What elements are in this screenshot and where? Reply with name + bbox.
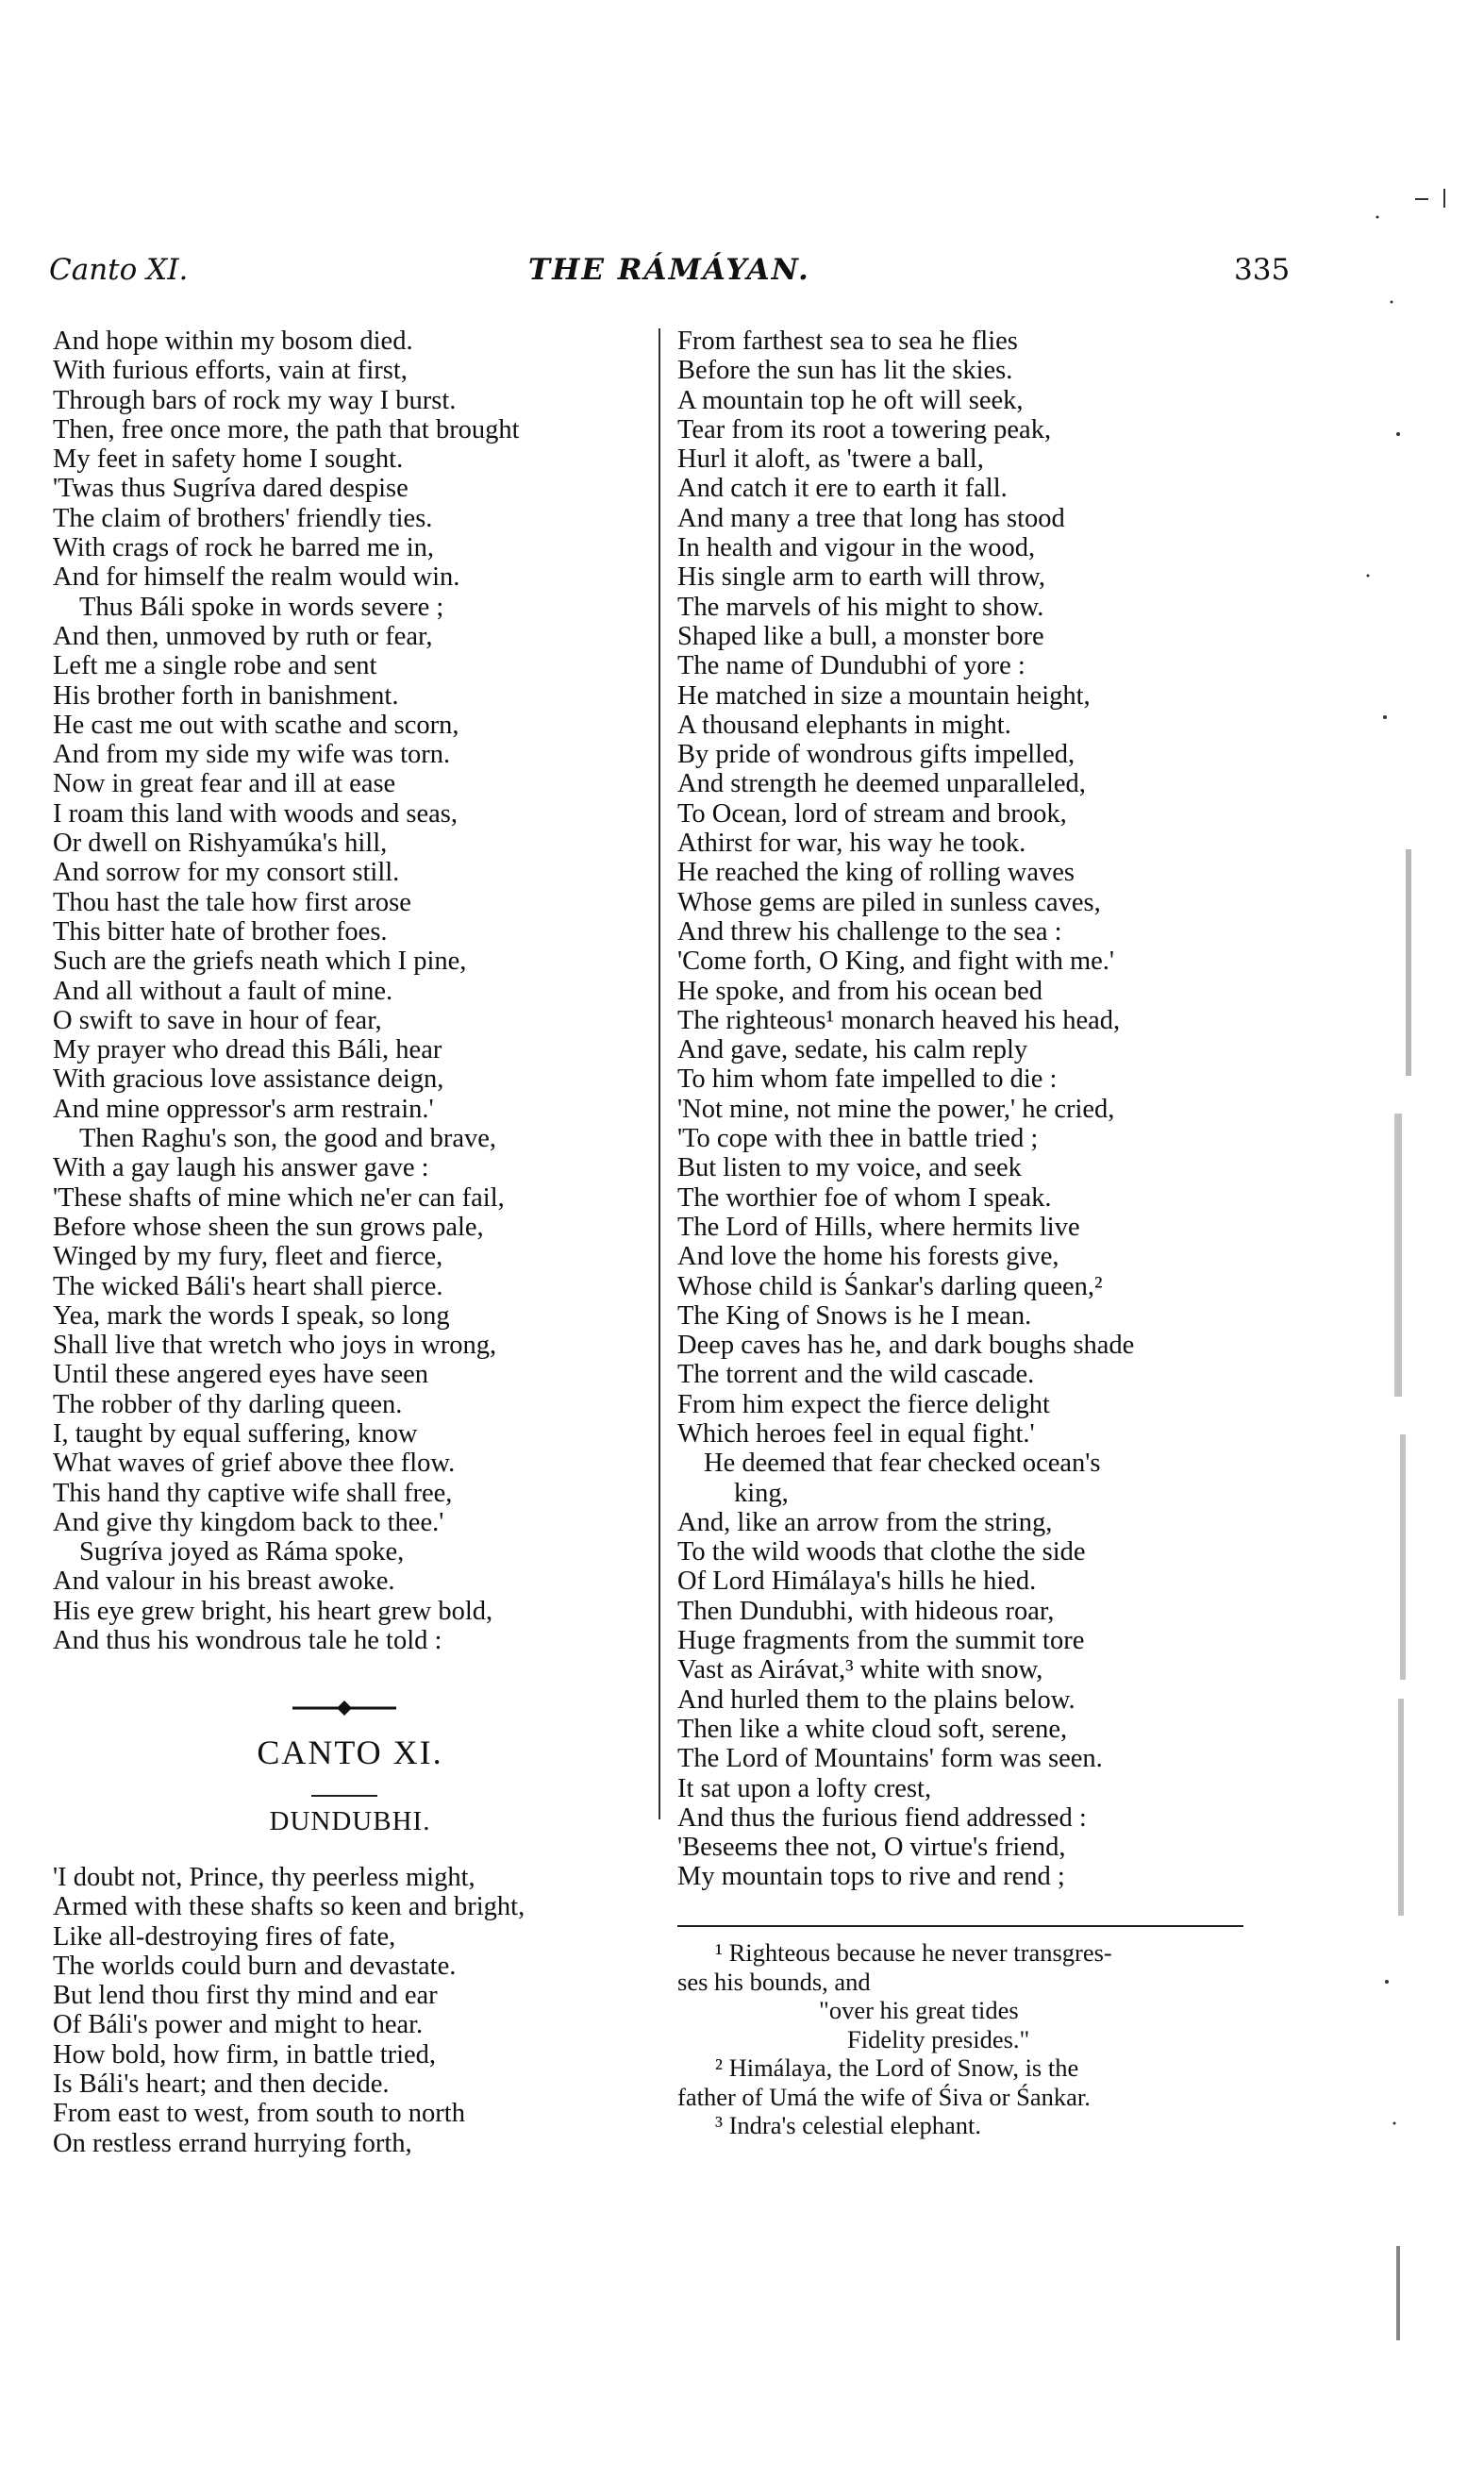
footnotes — [677, 1938, 1281, 2140]
verse-line: Then Dundubhi, with hideous roar, — [677, 1596, 1055, 1626]
section-ornament — [292, 1699, 396, 1718]
verse-line: king, — [734, 1478, 789, 1508]
verse-line: It sat upon a lofty crest, — [677, 1773, 932, 1803]
verse-line: Winged by my fury, fleet and fierce, — [53, 1242, 443, 1272]
verse-line: The righteous¹ monarch heaved his head, — [677, 1005, 1121, 1035]
header-book-title: THE RÁMÁYAN. — [528, 253, 810, 287]
verse-line: And then, unmoved by ruth or fear, — [53, 621, 433, 651]
footnote-line: ³ Indra's celestial elephant. — [715, 2111, 982, 2139]
verse-line: And gave, sedate, his calm reply — [677, 1035, 1028, 1065]
left-column — [53, 327, 647, 1655]
verse-line: I roam this land with woods and seas, — [53, 798, 459, 829]
verse-line: And thus his wondrous tale he told : — [53, 1626, 442, 1656]
verse-line: And mine oppressor's arm restrain.' — [53, 1094, 434, 1124]
verse-line: But listen to my voice, and seek — [677, 1153, 1022, 1183]
verse-line: 'Twas thus Sugríva dared despise — [53, 474, 409, 504]
verse-line: What waves of grief above thee flow. — [53, 1449, 456, 1479]
verse-line: From east to west, from south to north — [53, 2099, 465, 2129]
verse-line: I, taught by equal suffering, know — [53, 1418, 418, 1449]
verse-line: With a gay laugh his answer gave : — [53, 1153, 429, 1183]
verse-line: Or dwell on Rishyamúka's hill, — [53, 829, 388, 859]
verse-line: His brother forth in banishment. — [53, 680, 399, 711]
verse-line: 'I doubt not, Prince, thy peerless might, — [53, 1863, 475, 1892]
verse-line: But lend thou first thy mind and ear — [53, 1981, 438, 2011]
verse-line: Deep caves has he, and dark boughs shade — [677, 1331, 1135, 1361]
page-number: 335 — [1234, 253, 1291, 287]
verse-line: The worthier foe of whom I speak. — [677, 1182, 1052, 1213]
verse-line: O swift to save in hour of fear, — [53, 1005, 382, 1035]
verse-line: And threw his challenge to the sea : — [677, 916, 1062, 947]
verse-line: The Lord of Hills, where hermits live — [677, 1212, 1080, 1242]
verse-line: To Ocean, lord of stream and brook, — [677, 798, 1067, 829]
verse-line: From farthest sea to sea he flies — [677, 327, 1018, 356]
verse-line: 'Come forth, O King, and fight with me.' — [677, 947, 1115, 977]
verse-line: Now in great fear and ill at ease — [53, 769, 396, 799]
verse-line: The worlds could burn and devastate. — [53, 1951, 457, 1981]
verse-line: His eye grew bright, his heart grew bold, — [53, 1596, 493, 1626]
verse-line: And hurled them to the plains below. — [677, 1684, 1075, 1715]
verse-line: And from my side my wife was torn. — [53, 740, 451, 770]
canto-subtitle: DUNDUBHI. — [269, 1806, 431, 1836]
verse-line: He deemed that fear checked ocean's — [704, 1449, 1101, 1479]
verse-line: By pride of wondrous gifts impelled, — [677, 740, 1075, 770]
header-canto-label: Canto XI. — [49, 253, 189, 287]
verse-line: To the wild woods that clothe the side — [677, 1537, 1086, 1567]
footnote-line: ses his bounds, and — [677, 1967, 871, 1996]
verse-line: Huge fragments from the summit tore — [677, 1626, 1085, 1656]
verse-line: From him expect the fierce delight — [677, 1389, 1050, 1419]
verse-line: The Lord of Mountains' form was seen. — [677, 1744, 1103, 1774]
verse-line: With crags of rock he barred me in, — [53, 533, 435, 563]
verse-line: On restless errand hurrying forth, — [53, 2128, 412, 2158]
verse-line: My feet in safety home I sought. — [53, 444, 404, 475]
verse-line: A mountain top he oft will seek, — [677, 385, 1024, 415]
verse-line: Before the sun has lit the skies. — [677, 356, 1013, 386]
verse-line: Athirst for war, his way he took. — [677, 829, 1026, 859]
verse-line: In health and vigour in the wood, — [677, 533, 1036, 563]
left-column-after-heading — [53, 1863, 647, 2158]
verse-line: He cast me out with scathe and scorn, — [53, 710, 459, 740]
verse-line: His single arm to earth will throw, — [677, 562, 1045, 593]
verse-line: Then, free once more, the path that brought — [53, 414, 520, 444]
verse-line: Of Báli's power and might to hear. — [53, 2010, 424, 2040]
verse-line: My prayer who dread this Báli, hear — [53, 1035, 442, 1065]
verse-line: Which heroes feel in equal fight.' — [677, 1418, 1035, 1449]
verse-line: The claim of brothers' friendly ties. — [53, 503, 433, 533]
verse-line: Thou hast the tale how first arose — [53, 887, 411, 917]
verse-line: Of Lord Himálaya's hills he hied. — [677, 1567, 1037, 1597]
verse-line: The wicked Báli's heart shall pierce. — [53, 1271, 443, 1301]
verse-line: And love the home his forests give, — [677, 1242, 1059, 1272]
verse-line: The name of Dundubhi of yore : — [677, 651, 1025, 681]
footnote-line: "over his great tides — [819, 1996, 1019, 2024]
verse-line: The robber of thy darling queen. — [53, 1389, 403, 1419]
verse-line: The marvels of his might to show. — [677, 592, 1044, 622]
verse-line: Through bars of rock my way I burst. — [53, 385, 457, 415]
verse-line: Tear from its root a towering peak, — [677, 414, 1052, 444]
verse-line: This bitter hate of brother foes. — [53, 916, 388, 947]
right-column — [677, 327, 1253, 1892]
verse-line: Until these angered eyes have seen — [53, 1360, 429, 1390]
verse-line: Then Raghu's son, the good and brave, — [79, 1124, 497, 1154]
verse-line: And strength he deemed unparalleled, — [677, 769, 1086, 799]
verse-line: Sugríva joyed as Ráma spoke, — [79, 1537, 405, 1567]
verse-line: The torrent and the wild cascade. — [677, 1360, 1035, 1390]
verse-line: My mountain tops to rive and rend ; — [677, 1862, 1065, 1892]
verse-line: This hand thy captive wife shall free, — [53, 1478, 453, 1508]
verse-line: Shaped like a bull, a monster bore — [677, 621, 1044, 651]
verse-line: 'These shafts of mine which ne'er can fail, — [53, 1182, 505, 1213]
verse-line: Armed with these shafts so keen and bright, — [53, 1892, 525, 1922]
verse-line: 'To cope with thee in battle tried ; — [677, 1124, 1039, 1154]
verse-line: Vast as Airávat,³ white with snow, — [677, 1655, 1043, 1685]
verse-line: Thus Báli spoke in words severe ; — [79, 592, 444, 622]
verse-line: Hurl it aloft, as 'twere a ball, — [677, 444, 984, 475]
verse-line: And, like an arrow from the string, — [677, 1507, 1053, 1537]
verse-line: With furious efforts, vain at first, — [53, 356, 408, 386]
verse-line: Then like a white cloud soft, serene, — [677, 1714, 1068, 1744]
verse-line: 'Not mine, not mine the power,' he cried, — [677, 1094, 1115, 1124]
verse-line: And thus the furious fiend addressed : — [677, 1802, 1087, 1833]
verse-line: And for himself the realm would win. — [53, 562, 460, 593]
canto-title-rule — [311, 1795, 377, 1797]
verse-line: And valour in his breast awoke. — [53, 1567, 395, 1597]
verse-line: Yea, mark the words I speak, so long — [53, 1300, 450, 1331]
verse-line: Like all-destroying fires of fate, — [53, 1921, 396, 1952]
verse-line: He reached the king of rolling waves — [677, 858, 1075, 888]
verse-line: And sorrow for my consort still. — [53, 858, 400, 888]
verse-line: He spoke, and from his ocean bed — [677, 976, 1043, 1006]
verse-line: And many a tree that long has stood — [677, 503, 1065, 533]
verse-line: And give thy kingdom back to thee.' — [53, 1507, 444, 1537]
verse-line: A thousand elephants in might. — [677, 710, 1011, 740]
verse-line: Whose child is Śankar's darling queen,² — [677, 1271, 1103, 1301]
column-divider — [659, 328, 660, 1819]
verse-line: With gracious love assistance deign, — [53, 1064, 444, 1095]
verse-line: Before whose sheen the sun grows pale, — [53, 1212, 484, 1242]
verse-line: Shall live that wretch who joys in wrong, — [53, 1331, 497, 1361]
verse-line: To him whom fate impelled to die : — [677, 1064, 1058, 1095]
footnote-line: ¹ Righteous because he never transgres- — [715, 1938, 1112, 1967]
verse-line: The King of Snows is he I mean. — [677, 1300, 1032, 1331]
verse-line: And all without a fault of mine. — [53, 976, 393, 1006]
verse-line: And catch it ere to earth it fall. — [677, 474, 1008, 504]
verse-line: 'Beseems thee not, O virtue's friend, — [677, 1833, 1066, 1863]
running-header — [0, 253, 1484, 294]
verse-line: Such are the griefs neath which I pine, — [53, 947, 467, 977]
footnote-line: Fidelity presides." — [847, 2024, 1030, 2053]
verse-line: And hope within my bosom died. — [53, 327, 413, 356]
canto-title: CANTO XI. — [257, 1734, 443, 1771]
verse-line: How bold, how firm, in battle tried, — [53, 2039, 437, 2069]
verse-line: Left me a single robe and sent — [53, 651, 377, 681]
footnote-line: ² Himálaya, the Lord of Snow, is the — [715, 2053, 1079, 2082]
verse-line: Whose gems are piled in sunless caves, — [677, 887, 1101, 917]
verse-line: He matched in size a mountain height, — [677, 680, 1091, 711]
verse-line: Is Báli's heart; and then decide. — [53, 2069, 390, 2100]
footnote-line: father of Umá the wife of Śiva or Śankar. — [677, 2082, 1091, 2111]
scan-margin-artifacts — [1340, 189, 1472, 2359]
footnote-rule — [677, 1925, 1243, 1927]
